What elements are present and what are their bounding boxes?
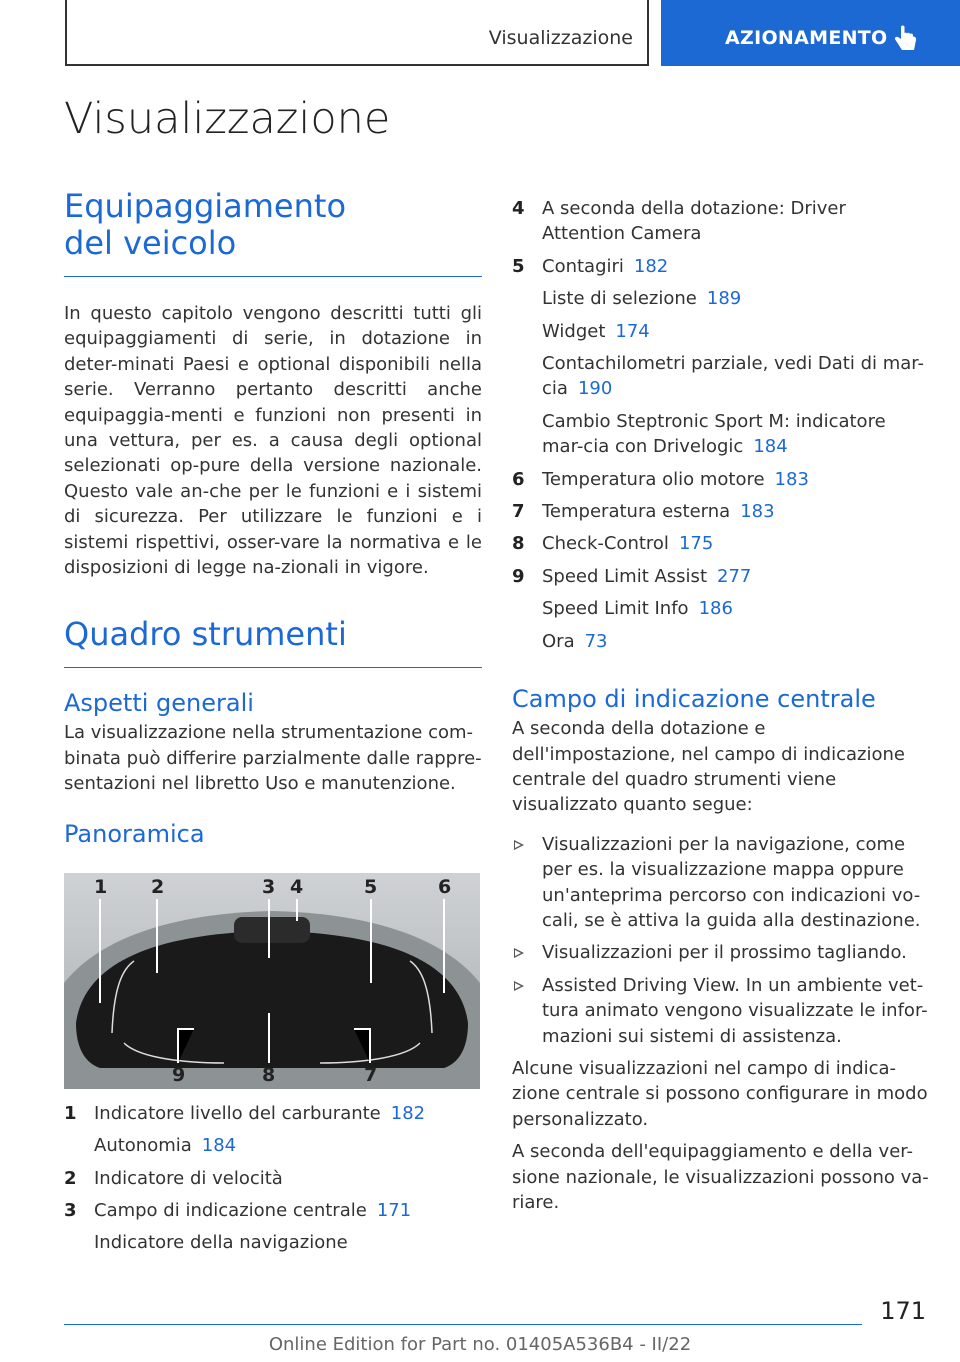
footer-edition: Online Edition for Part no. 01405A536B4 - II/22: [268, 1334, 692, 1355]
left-column: [64, 188, 482, 1256]
page-ref-link[interactable]: 182: [633, 255, 669, 277]
list-item: 1 Indicatore livello del carburante 182: [64, 1102, 426, 1124]
figure-label-3: 3: [262, 875, 276, 898]
heading-campo-indicazione: Campo di indicazione centrale: [512, 685, 876, 714]
page-ref-link[interactable]: 174: [615, 320, 650, 342]
page-ref-link[interactable]: 175: [678, 533, 714, 555]
header-section-title: Visualizzazione: [488, 27, 633, 49]
campo-para-2: A seconda dell'equipaggiamento e della ver-sione nazionale, le visualizzazioni possono va-riare.: [512, 1141, 929, 1213]
figure-label-2: 2: [151, 875, 165, 898]
hand-pointer-icon: [893, 25, 919, 53]
bullet-triangle-icon: [514, 981, 524, 991]
list-item: Cambio Steptronic Sport M: indicatore mar-cia con Drivelogic 184: [542, 410, 886, 458]
list-item: Liste di selezione 189: [542, 288, 742, 310]
list-item: 8 Check-Control 175: [512, 533, 714, 555]
page-title: Visualizzazione: [64, 94, 391, 144]
page-number: 171: [880, 1297, 926, 1325]
figure-label-9: 9: [172, 1063, 186, 1086]
figure-label-8: 8: [262, 1063, 276, 1086]
page-ref-link[interactable]: 183: [774, 468, 809, 490]
instrument-cluster-figure: [64, 873, 480, 1089]
list-item: 3 Campo di indicazione centrale 171: [64, 1199, 412, 1221]
list-item: Contachilometri parziale, vedi Dati di mar-cia 190: [542, 353, 925, 400]
page-ref-link[interactable]: 190: [577, 378, 613, 400]
list-item: Ora 73: [542, 630, 608, 652]
campo-para-1: Alcune visualizzazioni nel campo di indica-zione centrale si possono configurare in modo personalizzato.: [512, 1057, 928, 1130]
campo-intro-text: A seconda della dotazione e dell'impostazione, nel campo di indicazione centrale del quadro strumenti viene visualizzato quanto segue:: [512, 718, 905, 816]
page-ref-link[interactable]: 182: [390, 1102, 426, 1124]
campo-bullet-list: [512, 832, 932, 1049]
heading-panoramica: Panoramica: [64, 819, 205, 848]
list-item: Speed Limit Info 186: [542, 598, 733, 620]
heading-rule: [64, 667, 482, 668]
page-ref-link[interactable]: 277: [717, 565, 752, 587]
bullet-triangle-icon: [514, 840, 524, 850]
page-ref-link[interactable]: 184: [201, 1135, 237, 1157]
bullet-item: Visualizzazioni per il prossimo tagliando.: [512, 940, 932, 965]
heading-aspetti-generali: Aspetti generali: [64, 689, 254, 718]
figure-label-6: 6: [438, 875, 452, 898]
figure-label-1: 1: [94, 875, 108, 898]
list-item: 9 Speed Limit Assist 277: [512, 565, 752, 587]
list-item: 2 Indicatore di velocità: [64, 1167, 283, 1189]
header-chapter-tab[interactable]: [661, 0, 960, 66]
figure-label-7: 7: [364, 1063, 378, 1086]
page-ref-link[interactable]: 183: [740, 501, 775, 523]
page-ref-link[interactable]: 184: [753, 436, 788, 458]
heading-quadro-strumenti: Quadro strumenti: [64, 615, 347, 654]
bullet-item: Visualizzazioni per la navigazione, come per es. la visualizzazione mappa oppure un'anteprima percorso con indicazioni vo-cali, se è attiva la guida alla destinazione.: [512, 832, 932, 934]
figure-label-5: 5: [364, 875, 378, 898]
list-item: Autonomia 184: [94, 1135, 237, 1157]
legend-list-right: [512, 196, 932, 654]
figure-label-4: 4: [290, 875, 304, 898]
header-chapter-label: AZIONAMENTO: [725, 27, 888, 49]
list-item: 7 Temperatura esterna 183: [512, 501, 775, 523]
footer-rule: [64, 1324, 862, 1325]
list-item: 4 A seconda della dotazione: Driver Attention Camera: [512, 198, 846, 245]
page-ref-link[interactable]: 171: [376, 1199, 412, 1221]
heading-rule: [64, 276, 482, 277]
instrument-cluster-image: [64, 873, 480, 1089]
list-item: 5 Contagiri 182: [512, 255, 669, 277]
legend-list-left: [64, 1101, 482, 1256]
list-item: Widget 174: [542, 320, 650, 342]
right-column: [512, 196, 932, 1215]
equipaggiamento-text: In questo capitolo vengono descritti tutti gli equipaggiamenti di serie, in dotazione in deter-minati Paesi e optional disponibili nella serie. Verranno pertanto descritti anche equipaggia-menti e funzioni non presenti in una vettura, per es. a causa degli optional selezionati op-pure della versione nazionale. Questo vale an-che per le funzioni e i sistemi di sicurezza. Per utilizzare le funzioni e i sistemi rispettivi, osser-vare la normativa e le disposizioni di legge na-zionali in vigore.: [64, 303, 482, 579]
aspetti-text: La visualizzazione nella strumentazione com-binata può differire parzialmente dalle rappre-sentazioni nel libretto Uso e manutenzione.: [64, 722, 482, 795]
page-ref-link[interactable]: 186: [698, 598, 733, 620]
bullet-item: Assisted Driving View. In un ambiente vet-tura animato vengono visualizzate le infor-mazioni sui sistemi di assistenza.: [512, 973, 932, 1049]
list-item: Indicatore della navigazione: [94, 1232, 348, 1254]
page-ref-link[interactable]: 73: [584, 630, 608, 652]
header-section-box: [65, 0, 649, 66]
bullet-triangle-icon: [514, 948, 524, 958]
page-ref-link[interactable]: 189: [706, 288, 742, 310]
list-item: 6 Temperatura olio motore 183: [512, 468, 809, 490]
heading-equipaggiamento: Equipaggiamento del veicolo: [64, 187, 347, 262]
